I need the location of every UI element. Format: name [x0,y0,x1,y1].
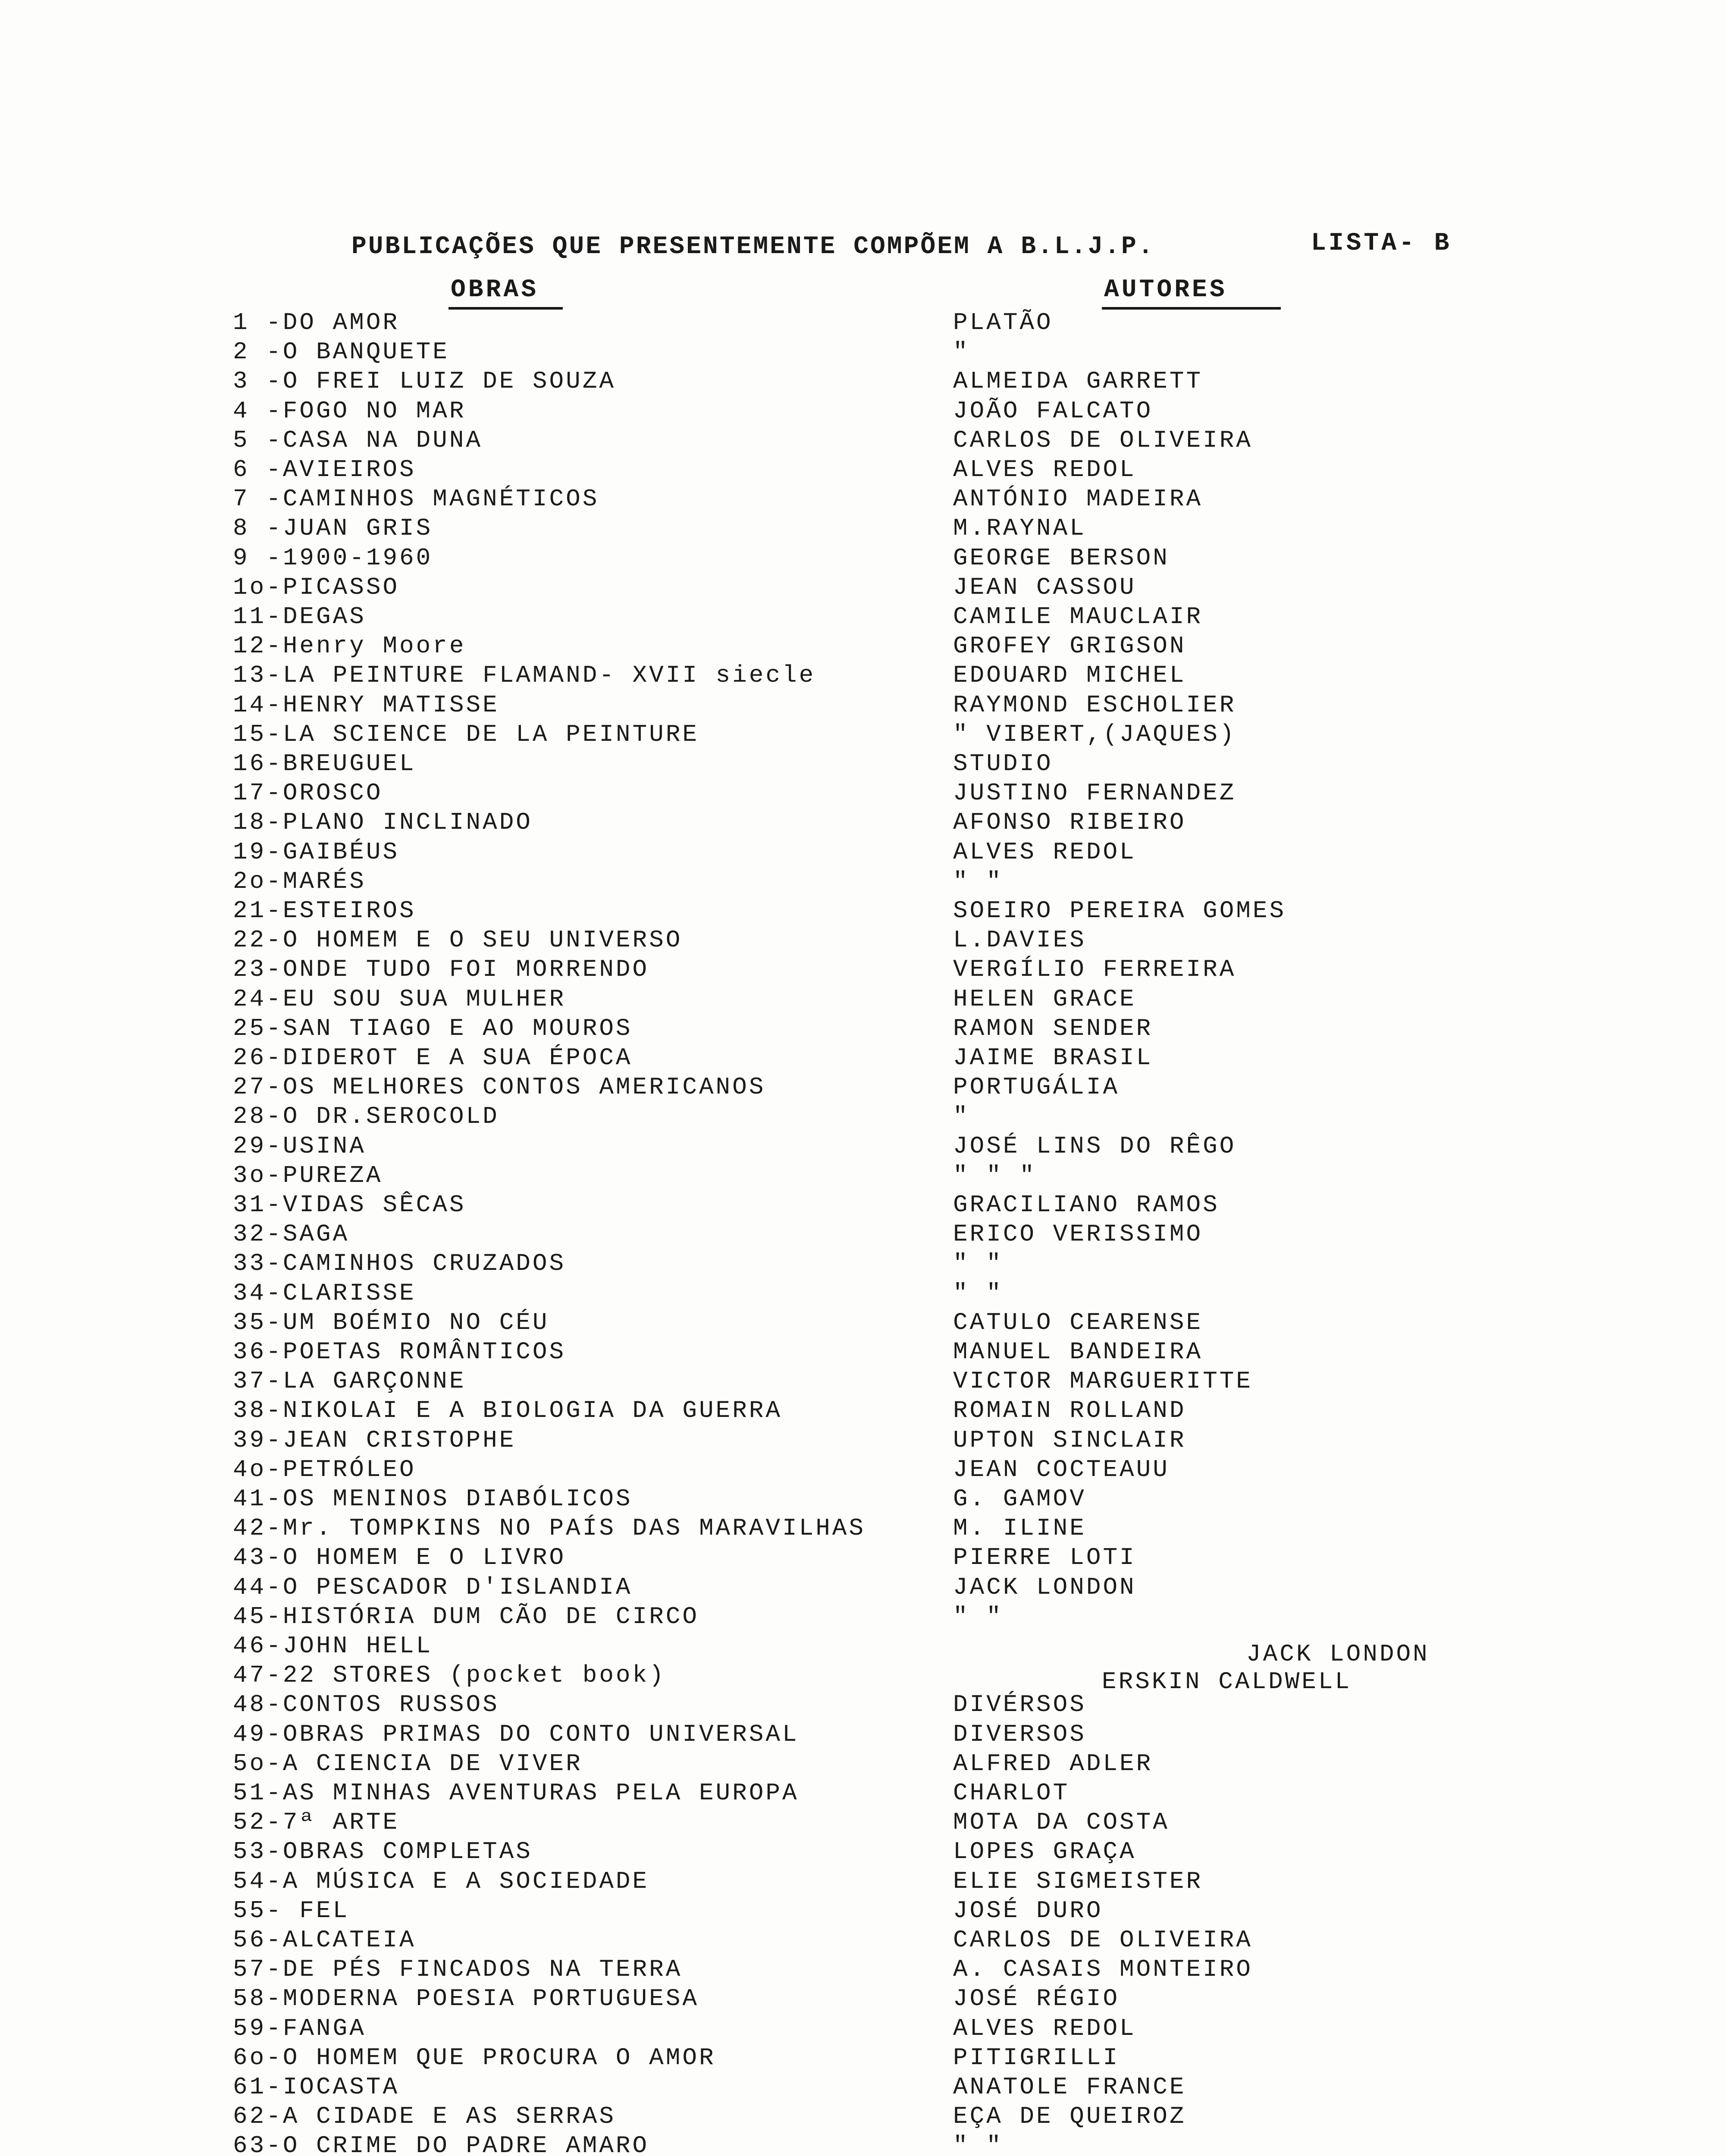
author-name: EDOUARD MICHEL [953,661,1186,689]
author-name: JEAN COCTEAUU [953,1456,1170,1483]
author-name: " VIBERT,(JAQUES) [953,721,1236,748]
author-name: JOÃO FALCATO [953,397,1153,425]
author-name: VERGÍLIO FERREIRA [953,956,1236,983]
work-title: 37-LA GARÇONNE [233,1367,466,1395]
work-title: 22-O HOMEM E O SEU UNIVERSO [233,926,683,954]
author-name: PIERRE LOTI [953,1544,1136,1571]
author-name: ELIE SIGMEISTER [953,1868,1203,1895]
author-name: LOPES GRAÇA [953,1838,1136,1865]
author-name: PITIGRILLI [953,2044,1120,2071]
author-name: ALVES REDOL [953,2015,1136,2042]
author-name: HELEN GRACE [953,985,1136,1013]
work-title: 4 -FOGO NO MAR [233,397,466,425]
work-title: 27-OS MELHORES CONTOS AMERICANOS [233,1073,766,1101]
work-title: 4o-PETRÓLEO [233,1456,416,1483]
work-title: 46-JOHN HELL [233,1632,433,1660]
work-title: 48-CONTOS RUSSOS [233,1691,499,1718]
author-name: " " [953,1603,1003,1630]
work-title: 5o-A CIENCIA DE VIVER [233,1750,583,1777]
work-title: 45-HISTÓRIA DUM CÃO DE CIRCO [233,1603,699,1630]
work-title: 6o-O HOMEM QUE PROCURA O AMOR [233,2044,716,2071]
author-name: GRACILIANO RAMOS [953,1191,1220,1219]
author-name: ALVES REDOL [953,838,1136,866]
works-heading-underline [448,307,563,310]
extra-author-jack-london: JACK LONDON [1246,1640,1430,1668]
author-name: G. GAMOV [953,1485,1086,1513]
work-title: 61-IOCASTA [233,2073,400,2101]
work-title: 13-LA PEINTURE FLAMAND- XVII siecle [233,661,816,689]
author-name: CARLOS DE OLIVEIRA [953,426,1253,454]
author-name: CAMILE MAUCLAIR [953,603,1203,630]
work-title: 43-O HOMEM E O LIVRO [233,1544,566,1571]
work-title: 47-22 STORES (pocket book) [233,1661,666,1689]
list-tag: LISTA- B [1311,229,1452,257]
author-name: PORTUGÁLIA [953,1073,1120,1101]
work-title: 6 -AVIEIROS [233,456,416,483]
work-title: 38-NIKOLAI E A BIOLOGIA DA GUERRA [233,1397,782,1424]
work-title: 34-CLARISSE [233,1279,416,1307]
author-name: ROMAIN ROLLAND [953,1397,1186,1424]
work-title: 58-MODERNA POESIA PORTUGUESA [233,1985,699,2012]
author-name: RAYMOND ESCHOLIER [953,691,1236,719]
author-name: " " [953,2132,1003,2156]
author-name: M. ILINE [953,1514,1086,1542]
work-title: 29-USINA [233,1132,366,1160]
author-name: ALMEIDA GARRETT [953,367,1203,395]
work-title: 49-OBRAS PRIMAS DO CONTO UNIVERSAL [233,1720,799,1748]
author-name: " " " [953,1162,1037,1189]
author-name: VICTOR MARGUERITTE [953,1367,1253,1395]
author-name: DIVÉRSOS [953,1691,1086,1718]
work-title: 5 -CASA NA DUNA [233,426,483,454]
work-title: 2 -O BANQUETE [233,338,449,366]
author-name: JOSÉ RÉGIO [953,1985,1120,2012]
author-name: JAIME BRASIL [953,1044,1153,1072]
work-title: 11-DEGAS [233,603,366,630]
work-title: 14-HENRY MATISSE [233,691,499,719]
work-title: 51-AS MINHAS AVENTURAS PELA EUROPA [233,1779,799,1807]
author-name: MANUEL BANDEIRA [953,1338,1203,1366]
work-title: 62-A CIDADE E AS SERRAS [233,2103,616,2130]
author-name: ERICO VERISSIMO [953,1220,1203,1248]
author-name: M.RAYNAL [953,514,1086,542]
authors-heading-underline [1102,307,1281,310]
work-title: 31-VIDAS SÊCAS [233,1191,466,1219]
work-title: 1o-PICASSO [233,573,400,601]
work-title: 18-PLANO INCLINADO [233,808,533,836]
work-title: 19-GAIBÉUS [233,838,400,866]
work-title: 1 -DO AMOR [233,309,400,336]
author-name: PLATÃO [953,309,1053,336]
work-title: 9 -1900-1960 [233,544,433,572]
work-title: 2o-MARÉS [233,868,366,895]
work-title: 3 -O FREI LUIZ DE SOUZA [233,367,616,395]
work-title: 26-DIDEROT E A SUA ÉPOCA [233,1044,633,1072]
work-title: 7 -CAMINHOS MAGNÉTICOS [233,485,599,513]
author-name: " " [953,868,1003,895]
author-name: GEORGE BERSON [953,544,1170,572]
author-name: " [953,338,970,366]
work-title: 36-POETAS ROMÂNTICOS [233,1338,566,1366]
author-name: JACK LONDON [953,1573,1136,1601]
work-title: 17-OROSCO [233,779,383,807]
author-name: GROFEY GRIGSON [953,632,1186,660]
author-name: JEAN CASSOU [953,573,1136,601]
work-title: 35-UM BOÉMIO NO CÉU [233,1309,549,1336]
work-title: 23-ONDE TUDO FOI MORRENDO [233,956,649,983]
work-title: 42-Mr. TOMPKINS NO PAÍS DAS MARAVILHAS [233,1514,866,1542]
work-title: 54-A MÚSICA E A SOCIEDADE [233,1868,649,1895]
work-title: 53-OBRAS COMPLETAS [233,1838,533,1865]
work-title: 3o-PUREZA [233,1162,383,1189]
author-name: L.DAVIES [953,926,1086,954]
author-name: A. CASAIS MONTEIRO [953,1955,1253,1983]
work-title: 32-SAGA [233,1220,350,1248]
works-column-heading: OBRAS [451,276,539,304]
page-title: PUBLICAÇÕES QUE PRESENTEMENTE COMPÕEM A B.L.J.P. [351,233,1155,261]
work-title: 28-O DR.SEROCOLD [233,1103,499,1130]
author-name: AFONSO RIBEIRO [953,808,1186,836]
work-title: 21-ESTEIROS [233,897,416,924]
author-name: CHARLOT [953,1779,1070,1807]
author-name: DIVERSOS [953,1720,1086,1748]
author-name: " [953,1103,970,1130]
author-name: CATULO CEARENSE [953,1309,1203,1336]
author-name: JOSÉ DURO [953,1897,1103,1924]
work-title: 12-Henry Moore [233,632,466,660]
author-name: ALFRED ADLER [953,1750,1153,1777]
authors-column-heading: AUTORES [1104,276,1227,304]
author-name: UPTON SINCLAIR [953,1426,1186,1454]
work-title: 16-BREUGUEL [233,750,416,777]
author-name: ANATOLE FRANCE [953,2073,1186,2101]
extra-author-erskin-caldwell: ERSKIN CALDWELL [1102,1668,1352,1695]
author-name: JUSTINO FERNANDEZ [953,779,1236,807]
work-title: 25-SAN TIAGO E AO MOUROS [233,1015,633,1042]
author-name: SOEIRO PEREIRA GOMES [953,897,1286,924]
work-title: 24-EU SOU SUA MULHER [233,985,566,1013]
author-name: CARLOS DE OLIVEIRA [953,1926,1253,1954]
author-name: JOSÉ LINS DO RÊGO [953,1132,1236,1160]
work-title: 56-ALCATEIA [233,1926,416,1954]
author-name: EÇA DE QUEIROZ [953,2103,1186,2130]
work-title: 41-OS MENINOS DIABÓLICOS [233,1485,633,1513]
author-name: " " [953,1250,1003,1277]
author-name: MOTA DA COSTA [953,1808,1170,1836]
work-title: 33-CAMINHOS CRUZADOS [233,1250,566,1277]
author-name: ALVES REDOL [953,456,1136,483]
work-title: 59-FANGA [233,2015,366,2042]
work-title: 63-O CRIME DO PADRE AMARO [233,2132,649,2156]
work-title: 8 -JUAN GRIS [233,514,433,542]
work-title: 39-JEAN CRISTOPHE [233,1426,516,1454]
work-title: 52-7ª ARTE [233,1808,400,1836]
work-title: 15-LA SCIENCE DE LA PEINTURE [233,721,699,748]
author-name: STUDIO [953,750,1053,777]
author-name: RAMON SENDER [953,1015,1153,1042]
work-title: 55- FEL [233,1897,350,1924]
work-title: 44-O PESCADOR D'ISLANDIA [233,1573,633,1601]
work-title: 57-DE PÉS FINCADOS NA TERRA [233,1955,683,1983]
author-name: " " [953,1279,1003,1307]
author-name: ANTÓNIO MADEIRA [953,485,1203,513]
